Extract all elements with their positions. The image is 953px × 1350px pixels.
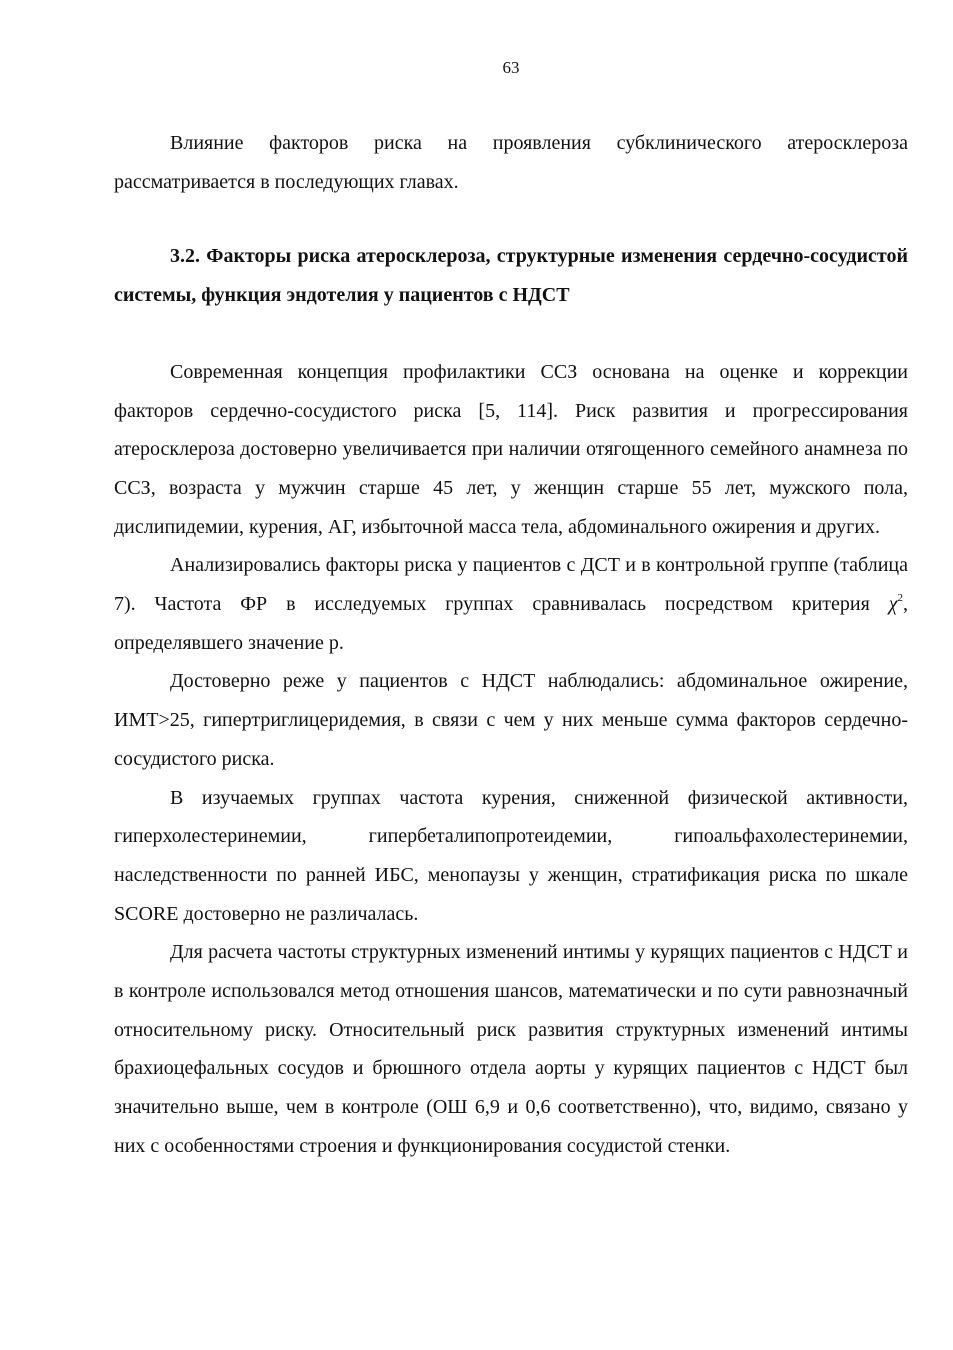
section-heading: 3.2. Факторы риска атеросклероза, структурные изменения сердечно-сосудистой системы, функция эндотелия у пациентов с НДСТ	[114, 245, 908, 307]
chi-symbol: χ	[888, 593, 898, 616]
paragraph-no-difference: В изучаемых группах частота курения, сниженной физической активности, гиперхолестеринемии, гипербеталипопротеидемии, гипоальфахолестеринемии, наследственности по ранней ИБС, менопаузы у женщин, стратификация риска по шкале SCORE достоверно не различалась.	[114, 786, 908, 925]
intro-paragraph: Влияние факторов риска на проявления субклинического атеросклероза рассматривается в последующих главах.	[114, 132, 908, 193]
chi-paragraph-text: Анализировались факторы риска у пациентов с ДСТ и в контрольной группе (таблица 7). Частота ФР в исследуемых группах сравнивалась посредством критерия	[114, 554, 908, 616]
page-number: 63	[502, 58, 520, 77]
chi-paragraph-tail: , определявшего значение p.	[114, 593, 908, 654]
paragraph-chi-square	[114, 546, 908, 662]
chi-superscript: 2	[897, 592, 903, 605]
paragraph-reliably-less: Достоверно реже у пациентов с НДСТ наблюдались: абдоминальное ожирение, ИМТ>25, гипертриглицеридемия, в связи с чем у них меньше сумма факторов сердечно-сосудистого риска.	[114, 670, 908, 770]
paragraph-odds-ratio: Для расчета частоты структурных изменений интимы у курящих пациентов с НДСТ и в контроле использовался метод отношения шансов, математически и по сути равнозначный относительному риску. Относительный риск развития структурных изменений интимы брахиоцефальных сосудов и брюшного отдела аорты у курящих пациентов с НДСТ был значительно выше, чем в контроле (ОШ 6,9 и 0,6 соответственно), что, видимо, связано у них с особенностями строения и функционирования сосудистой стенки.	[114, 941, 908, 1157]
page-content	[114, 124, 908, 1166]
paragraph-risk-factors-concept: Современная концепция профилактики ССЗ основана на оценке и коррекции факторов сердечно-сосудистого риска [5, 114]. Риск развития и прогрессирования атеросклероза достоверно увеличивается при наличии отягощенного семейного анамнеза по ССЗ, возраста у мужчин старше 45 лет, у женщин старше 55 лет, мужского пола, дислипидемии, курения, АГ, избыточной масса тела, абдоминального ожирения и других.	[114, 360, 908, 538]
